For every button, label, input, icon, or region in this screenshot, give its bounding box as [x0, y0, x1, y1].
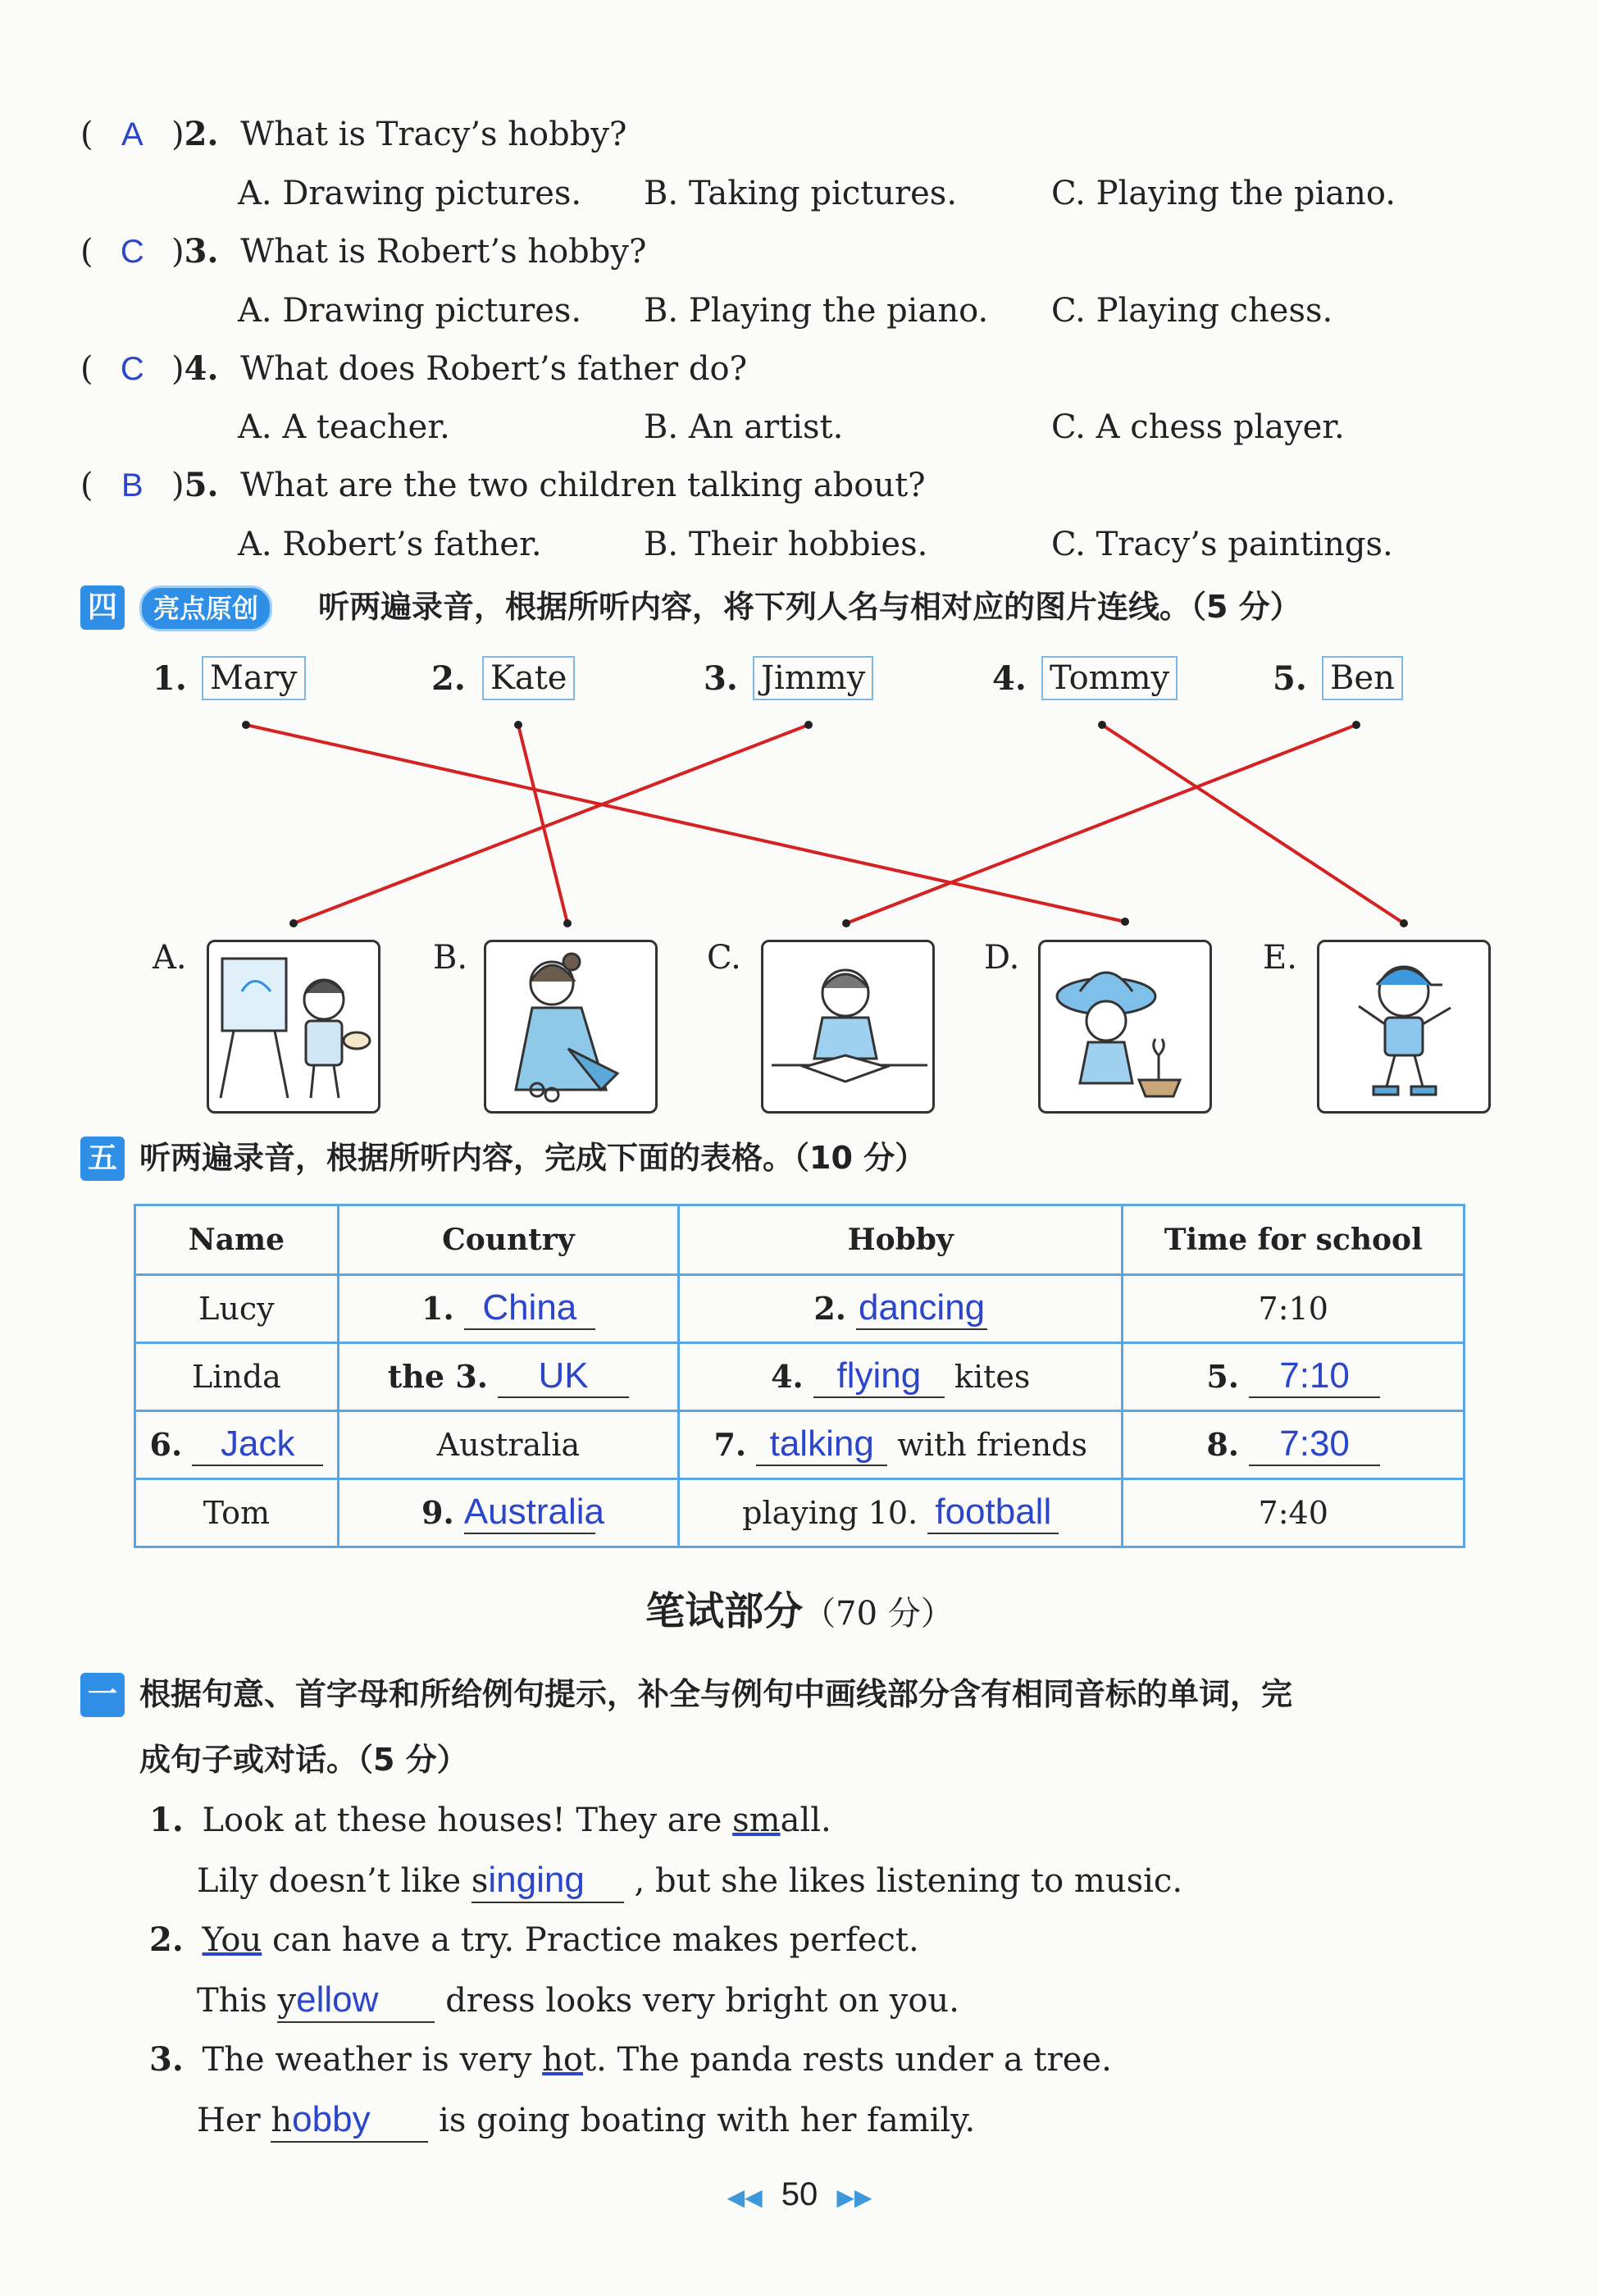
table-row	[135, 1343, 1465, 1411]
match-line-kate-b	[518, 725, 567, 923]
mc-option: A. Drawing pictures.	[238, 175, 582, 212]
mc-option: B. Taking pictures.	[644, 175, 958, 212]
table-row	[135, 1275, 1465, 1343]
mc-option: B. Their hobbies.	[644, 526, 928, 563]
bracket-open: (	[80, 350, 93, 388]
picture-label: B.	[433, 939, 468, 977]
next-arrows-icon: ▶▶	[836, 2184, 872, 2211]
fill-answer: China	[464, 1287, 595, 1330]
blank-number: 9.	[421, 1494, 454, 1531]
bracket-close: )	[171, 116, 184, 153]
initial-letter: s	[471, 1862, 489, 1900]
blank-number: 6.	[149, 1426, 183, 1463]
sentence-text: Her	[197, 2102, 271, 2139]
mc-answer: A	[121, 116, 144, 153]
written-score: （70 分）	[803, 1595, 954, 1633]
cell-time	[1123, 1343, 1465, 1411]
name-box-jimmy: Jimmy	[753, 656, 873, 700]
cell-hobby	[679, 1479, 1123, 1547]
section-number-badge: 四	[80, 585, 125, 630]
written-title: 笔试部分	[645, 1588, 804, 1634]
mc-number: 5.	[184, 466, 219, 504]
picture-e-boy-skating	[1317, 940, 1491, 1114]
phonics-example	[149, 2040, 1112, 2080]
bracket-open: (	[80, 233, 93, 271]
blank-number: 1.	[421, 1290, 454, 1327]
initial-letter: h	[271, 2102, 293, 2139]
cell-hobby	[679, 1343, 1123, 1411]
fill-answer: flying	[813, 1355, 945, 1398]
example-text: can have a try. Practice makes perfect.	[262, 1921, 919, 1959]
fill-blank	[277, 1979, 435, 2023]
picture-label: C.	[707, 939, 741, 977]
painting-boy-icon	[209, 942, 378, 1111]
mc-question: What does Robert’s father do?	[240, 350, 748, 388]
mc-question: What is Tracy’s hobby?	[240, 116, 627, 153]
example-text: Look at these houses! They are	[202, 1802, 733, 1839]
written-part-heading	[0, 1579, 1599, 1636]
mc-option: A. A teacher.	[238, 408, 450, 446]
name-number: 4.	[992, 659, 1027, 698]
cell-hobby	[679, 1275, 1123, 1343]
mc-option: C. A chess player.	[1051, 408, 1345, 446]
name-box-mary: Mary	[202, 656, 306, 700]
cell-suffix: with friends	[897, 1427, 1087, 1463]
prev-arrows-icon: ◀◀	[727, 2184, 763, 2211]
name-box-tommy: Tommy	[1041, 656, 1178, 700]
reading-boy-icon	[763, 942, 932, 1111]
cell-suffix: kites	[954, 1359, 1031, 1395]
name-box-ben: Ben	[1322, 656, 1403, 700]
example-text: t. The panda rests under a tree.	[583, 2041, 1112, 2079]
fill-answer: talking	[756, 1424, 887, 1466]
mc-option: C. Playing the piano.	[1051, 175, 1396, 212]
item-number: 1.	[149, 1801, 184, 1839]
match-line-jimmy-a	[294, 725, 809, 923]
mc-option: A. Robert’s father.	[238, 526, 542, 563]
name-number: 1.	[153, 659, 187, 698]
section-number-badge: 一	[80, 1673, 125, 1717]
section-instruction-line2: 成句子或对话。（5 分）	[139, 1742, 468, 1778]
mc-answer: B	[121, 467, 144, 503]
fill-answer: Jack	[192, 1424, 323, 1466]
mc-number: 3.	[184, 232, 219, 271]
bracket-close: )	[171, 233, 184, 271]
fill-answer: 7:10	[1249, 1355, 1380, 1398]
fill-answer: dancing	[856, 1287, 987, 1330]
phonics-example	[149, 1920, 919, 1960]
cell-time: 7:10	[1123, 1275, 1465, 1343]
mc-question: What is Robert’s hobby?	[240, 233, 647, 271]
fill-answer: 7:30	[1249, 1424, 1380, 1466]
fill-blank	[271, 2099, 428, 2143]
mc-option: B. An artist.	[644, 408, 844, 446]
mc-option: A. Drawing pictures.	[238, 292, 582, 330]
cell-name	[135, 1411, 339, 1479]
blank-number: 4.	[771, 1358, 804, 1395]
gardening-girl-icon	[1041, 942, 1210, 1111]
cell-name: Lucy	[135, 1275, 339, 1343]
header-country: Country	[338, 1205, 678, 1275]
fill-answer: obby	[292, 2099, 371, 2139]
picture-label: A.	[153, 939, 187, 977]
blank-number: 8.	[1206, 1426, 1239, 1463]
skating-boy-icon	[1319, 942, 1488, 1111]
mc-option: C. Playing chess.	[1051, 292, 1333, 330]
section-instruction: 听两遍录音，根据所听内容，将下列人名与相对应的图片连线。（5 分）	[318, 589, 1301, 625]
name-number: 5.	[1273, 659, 1307, 698]
fill-answer: football	[927, 1492, 1059, 1534]
section-number-badge: 五	[80, 1137, 125, 1181]
name-number: 3.	[704, 659, 738, 698]
mc-option: B. Playing the piano.	[644, 292, 989, 330]
sentence-text: is going boating with her family.	[439, 2102, 976, 2139]
hobby-table	[134, 1204, 1465, 1548]
phonics-sentence	[197, 1979, 959, 2023]
header-name: Name	[135, 1205, 339, 1275]
item-number: 2.	[149, 1920, 184, 1959]
fill-answer: inging	[488, 1860, 585, 1900]
picture-a-boy-painting	[207, 940, 380, 1114]
mc-number: 4.	[184, 349, 219, 388]
fill-answer: ellow	[296, 1979, 379, 2020]
mc-answer: C	[120, 351, 144, 387]
table-header-row	[135, 1205, 1465, 1275]
bracket-close: )	[171, 467, 184, 504]
blank-number: 7.	[713, 1426, 747, 1463]
mc-question: What are the two children talking about?	[240, 467, 926, 504]
initial-letter: y	[277, 1982, 297, 2020]
picture-d-girl-gardening	[1038, 940, 1212, 1114]
picture-c-boy-reading	[761, 940, 935, 1114]
fill-answer: UK	[498, 1355, 629, 1398]
section-instruction: 听两遍录音，根据所听内容，完成下面的表格。（10 分）	[139, 1140, 927, 1176]
example-underline: sm	[732, 1802, 781, 1839]
blank-number: the 3.	[387, 1358, 488, 1395]
header-time: Time for school	[1123, 1205, 1465, 1275]
table-row	[135, 1479, 1465, 1547]
cell-country: Australia	[338, 1411, 678, 1479]
picture-label: D.	[984, 939, 1020, 977]
match-line-ben-c	[846, 725, 1356, 923]
table-row	[135, 1411, 1465, 1479]
mc-answer: C	[120, 234, 144, 270]
sentence-text: This	[197, 1982, 278, 2020]
fill-blank	[472, 1860, 624, 1903]
sewing-girl-icon	[486, 942, 655, 1111]
name-box-kate: Kate	[482, 656, 575, 700]
picture-label: E.	[1263, 939, 1297, 977]
cell-country	[338, 1275, 678, 1343]
bracket-open: (	[80, 116, 93, 153]
cell-name: Linda	[135, 1343, 339, 1411]
picture-b-girl-sewing	[484, 940, 658, 1114]
sentence-text: dress looks very bright on you.	[445, 1982, 959, 2020]
fill-answer: Australia	[464, 1492, 595, 1534]
name-number: 2.	[431, 659, 466, 698]
blank-number: 2.	[813, 1290, 846, 1327]
cell-hobby	[679, 1411, 1123, 1479]
blank-number: 5.	[1206, 1358, 1239, 1395]
section-instruction-line1: 根据句意、首字母和所给例句提示，补全与例句中画线部分含有相同音标的单词，完	[139, 1676, 1293, 1712]
cell-country	[338, 1479, 678, 1547]
mc-option: C. Tracy’s paintings.	[1051, 526, 1393, 563]
cell-time	[1123, 1411, 1465, 1479]
example-text: all.	[780, 1802, 831, 1839]
blank-number: playing 10.	[742, 1495, 918, 1531]
bracket-close: )	[171, 350, 184, 388]
phonics-sentence	[197, 1860, 1182, 1903]
bracket-open: (	[80, 467, 93, 504]
page-footer	[0, 2176, 1599, 2213]
cell-time: 7:40	[1123, 1479, 1465, 1547]
example-underline: You	[202, 1921, 262, 1959]
original-tag-badge: 亮点原创	[139, 585, 272, 631]
cell-country	[338, 1343, 678, 1411]
example-underline: ho	[542, 2041, 583, 2079]
sentence-text: Lily doesn’t like	[197, 1862, 472, 1900]
cell-name: Tom	[135, 1479, 339, 1547]
page-number: 50	[781, 2176, 818, 2212]
example-text: The weather is very	[202, 2041, 543, 2079]
phonics-sentence	[197, 2099, 975, 2143]
item-number: 3.	[149, 2040, 184, 2079]
header-hobby: Hobby	[679, 1205, 1123, 1275]
phonics-example	[149, 1801, 831, 1840]
match-line-tommy-e	[1102, 725, 1404, 923]
mc-number: 2.	[184, 115, 219, 153]
sentence-text: , but she likes listening to music.	[634, 1862, 1183, 1900]
